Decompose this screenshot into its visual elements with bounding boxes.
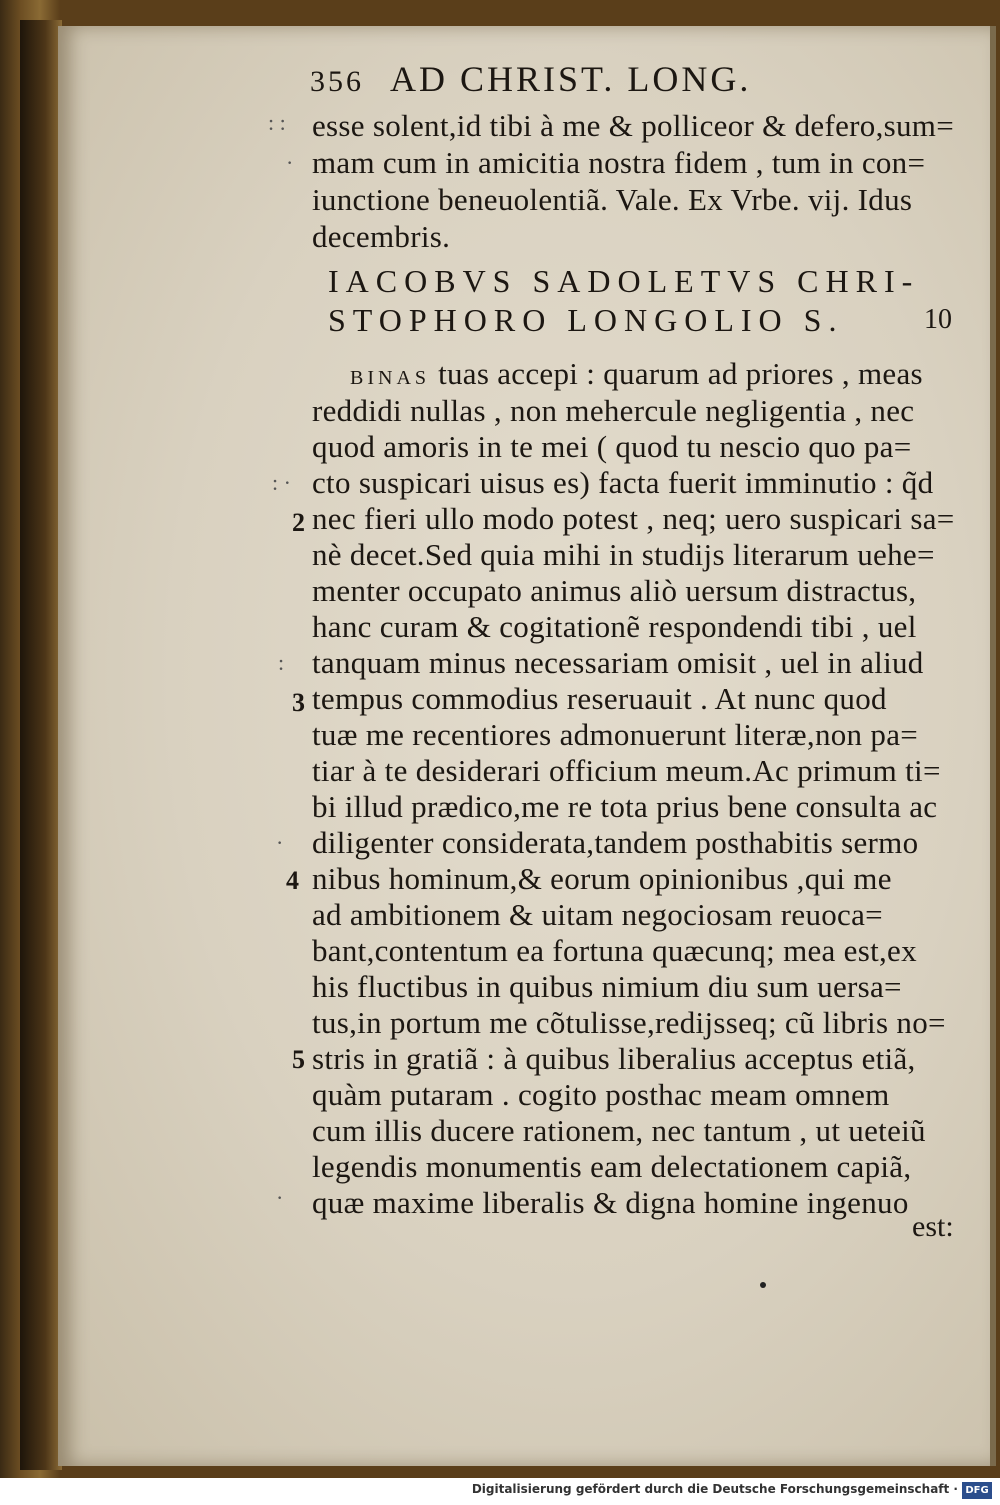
- first-line-rest: tuas accepi : quarum ad priores , meas: [430, 356, 923, 391]
- text-line: nè decet.Sed quia mihi in studijs literarum uehe=: [312, 537, 935, 572]
- text-line: diligenter considerata,tandem posthabitis sermo: [312, 825, 919, 860]
- text-line: hanc curam & cogitationẽ respondendi tibi , uel: [312, 609, 917, 644]
- text-line: esse solent,id tibi à me & polliceor & defero,sum=: [312, 108, 955, 143]
- catchword: est:: [912, 1210, 954, 1243]
- text-line: cto suspicari uisus es) facta fuerit imminutio : q̃d: [312, 465, 934, 500]
- text-line: menter occupato animus aliò uersum distractus,: [312, 573, 917, 608]
- text-line: cum illis ducere rationem, nec tantum , ut ueteiũ: [312, 1113, 926, 1148]
- letter-title-line: STOPHORO LONGOLIO S.: [328, 302, 844, 338]
- text-line: tus,in portum me cõtulisse,redijsseq; cũ libris no=: [312, 1005, 946, 1040]
- text-line: [350, 356, 923, 392]
- text-line: tiar à te desiderari officium meum.Ac primum ti=: [312, 753, 941, 788]
- text-line: decembris.: [312, 219, 451, 254]
- margin-number: 5: [292, 1045, 305, 1074]
- margin-mark: ·: [286, 150, 294, 175]
- text-line: bi illud prædico,me re tota prius bene consulta ac: [312, 789, 938, 824]
- text-line: reddidi nullas , non mehercule negligentia , nec: [312, 393, 915, 428]
- footer-credit: Digitalisierung gefördert durch die Deutsche Forschungsgemeinschaft ·: [471, 1482, 958, 1496]
- footer-bar: [0, 1478, 1000, 1505]
- margin-number: 2: [292, 508, 305, 537]
- margin-mark: : :: [268, 110, 286, 135]
- margin-number: 10: [924, 304, 952, 335]
- margin-mark: ·: [276, 830, 284, 855]
- running-title: AD CHRIST. LONG.: [390, 59, 752, 99]
- text-line: nibus hominum,& eorum opinionibus ,qui me: [312, 861, 892, 896]
- running-header: [310, 58, 751, 100]
- text-line: stris in gratiã : à quibus liberalius acceptus etiã,: [312, 1041, 916, 1076]
- first-word: BINAS: [350, 367, 431, 389]
- margin-number: 4: [286, 866, 299, 895]
- margin-number: 3: [292, 688, 305, 717]
- book-gutter: [20, 20, 62, 1470]
- text-line: iunctione beneuolentiã. Vale. Ex Vrbe. vij. Idus: [312, 182, 913, 217]
- margin-mark: :: [278, 650, 285, 675]
- text-line: tuæ me recentiores admonuerunt literæ,non pa=: [312, 717, 919, 752]
- letter-title-line: IACOBVS SADOLETVS CHRI-: [328, 263, 920, 299]
- text-line: ad ambitionem & uitam negociosam reuoca=: [312, 897, 883, 932]
- text-line: quod amoris in te mei ( quod tu nescio quo pa=: [312, 429, 912, 464]
- margin-mark: : ·: [272, 470, 291, 495]
- text-line: quæ maxime liberalis & digna homine ingenuo: [312, 1185, 909, 1220]
- text-line: legendis monumentis eam delectationem capiã,: [312, 1149, 912, 1184]
- text-line: tanquam minus necessariam omisit , uel in aliud: [312, 645, 924, 680]
- text-line: quàm putaram . cogito posthac meam omnem: [312, 1077, 890, 1112]
- text-line: his fluctibus in quibus nimium diu sum uersa=: [312, 969, 902, 1004]
- page-number: 356: [310, 65, 364, 98]
- text-line: nec fieri ullo modo potest , neq; uero suspicari sa=: [312, 501, 955, 536]
- text-line: mam cum in amicitia nostra fidem , tum in con=: [312, 145, 926, 180]
- ink-dot: [760, 1282, 766, 1288]
- dfg-logo: DFG: [962, 1482, 992, 1499]
- text-line: tempus commodius reseruauit . At nunc quod: [312, 681, 887, 716]
- margin-mark: ·: [276, 1185, 284, 1210]
- text-line: bant,contentum ea fortuna quæcunq; mea est,ex: [312, 933, 917, 968]
